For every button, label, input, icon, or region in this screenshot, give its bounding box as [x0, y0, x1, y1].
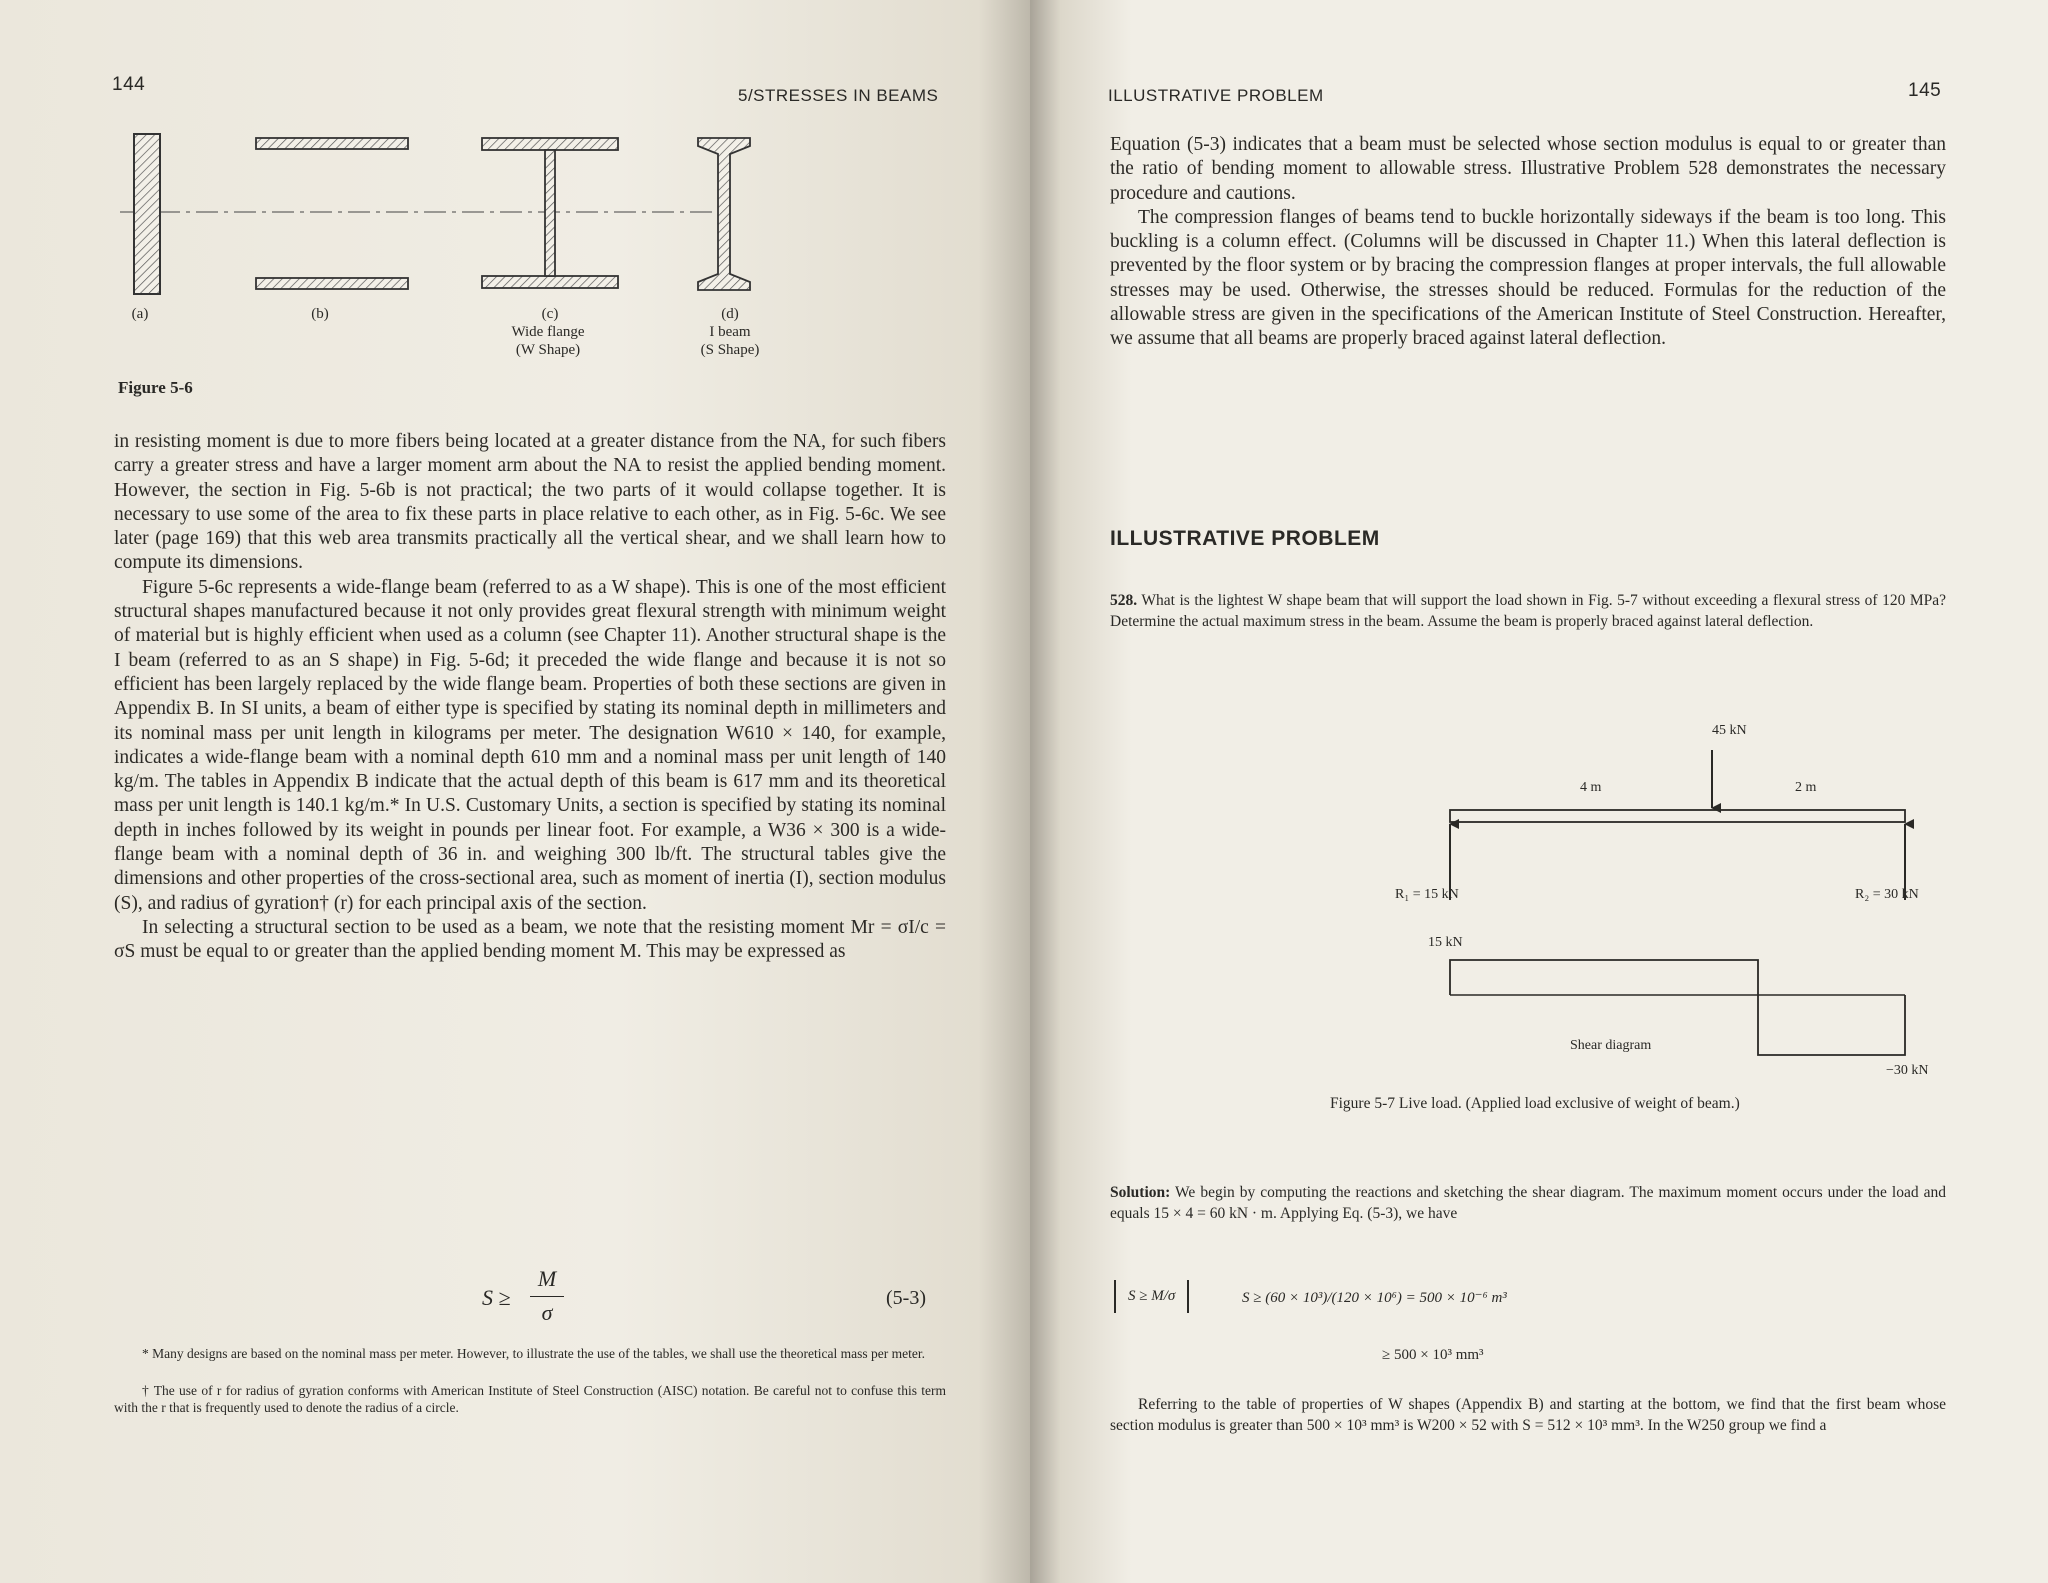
page-number-right: 145	[1908, 80, 1942, 101]
shear-positive-block	[1450, 960, 1758, 995]
paragraph: Equation (5-3) indicates that a beam must be selected whose section modulus is equal to or greater than the ratio of bending moment to allowable stress. Illustrative Problem 528 demonstrates the necessary procedure and cautions.	[1110, 134, 1946, 204]
label-d-sub: I beam (S Shape)	[700, 324, 760, 358]
shear-negative-block	[1758, 995, 1905, 1055]
section-b-top-flange	[256, 138, 408, 149]
solution-continuation: Referring to the table of properties of W shapes (Appendix B) and starting at the bottom, we find that the first beam whose section modulus is greater than 500 × 10³ mm³ is W200 × 52 with S = 512 × 10³ mm³. In the W250 group we find a	[1110, 1396, 1946, 1434]
label-c: (c)	[541, 306, 559, 322]
paragraph: in resisting moment is due to more fibers being located at a greater distance from the NA, for such fibers carry a greater stress and have a larger moment arm about the NA to resist the applied bending moment. However, the section in Fig. 5-6b is not practical; the two parts of it would collapse together. It is necessary to use some of the area to fix these parts in place relative to each other, as in Fig. 5-6c. We see later (page 169) that this web area transmits practically all the vertical shear, and we shall learn how to compute its dimensions.	[114, 431, 946, 574]
r2-label: R₂ = 30 kN	[1855, 887, 1919, 902]
figure-5-7-diagram	[1030, 0, 2048, 1583]
running-head-right: ILLUSTRATIVE PROBLEM	[1108, 86, 1324, 105]
paragraph: In selecting a structural section to be used as a beam, we note that the resisting moment Mr = σI/c = σS must be equal to or greater than the applied bending moment M. This may be expressed as	[114, 916, 946, 963]
left-body-text	[114, 430, 946, 965]
footnote-1: * Many designs are based on the nominal mass per meter. However, to illustrate the use of the tables, we shall use the theoretical mass per meter.	[142, 1346, 925, 1361]
equation-numerator: M	[537, 1266, 557, 1291]
label-a: (a)	[131, 306, 149, 322]
section-d-i-beam	[698, 138, 750, 290]
paragraph: Figure 5-6c represents a wide-flange beam (referred to as a W shape). This is one of the most efficient structural shapes manufactured because it not only provides great flexural strength with minimum weight of material but is highly efficient when used as a column (see Chapter 11). Another structural shape is the I beam (referred to as an S shape) in Fig. 5-6d; it preceded the wide flange and because it is not so efficient has been largely replaced by the wide flange beam. Properties of both these sections are given in Appendix B. In SI units, a beam of either type is specified by stating its nominal depth in millimeters and its nominal mass per unit length in kilograms per meter. The designation W610 × 140, for example, indicates a wide-flange beam with a nominal depth 610 mm and a nominal mass per unit length of 140 kg/m. The tables in Appendix B indicate that the actual depth of this beam is 617 mm and its theoretical mass per unit length is 140.1 kg/m.* In U.S. Customary Units, a section is specified by stating its nominal depth in inches followed by its weight in pounds per linear foot. For example, a W36 × 300 is a wide-flange beam with a nominal depth of 36 in. and weighing 300 lb/ft. The structural tables give the dimensions and other properties of the cross-sectional area, such as moment of inertia (I), section modulus (S), and radius of gyration† (r) for each principal axis of the section.	[114, 576, 946, 914]
section-c-wide-flange	[482, 138, 618, 288]
solution-line-2: ≥ 500 × 10³ mm³	[1382, 1347, 1484, 1363]
span-right-label: 2 m	[1795, 780, 1817, 795]
figure-caption-5-6: Figure 5-6	[118, 378, 193, 397]
r1-label: R₁ = 15 kN	[1395, 887, 1459, 902]
label-d: (d)	[721, 306, 739, 322]
bracketed-formula: S ≥ M/σ	[1114, 1280, 1189, 1313]
problem-text: What is the lightest W shape beam that will support the load shown in Fig. 5-7 without exceeding a flexural stress of 120 MPa? Determine the actual maximum stress in the beam. Assume the beam is properly braced against lateral deflection.	[1110, 592, 1946, 630]
equation-denominator: σ	[541, 1300, 553, 1325]
shear-negative-label: −30 kN	[1886, 1063, 1929, 1078]
solution-paragraph	[1110, 1182, 1946, 1224]
load-label: 45 kN	[1712, 723, 1747, 738]
label-c-sub: Wide flange (W Shape)	[511, 324, 585, 358]
solution-line-1: S ≥ (60 × 10³)/(120 × 10⁶) = 500 × 10⁻⁶ m³	[1242, 1290, 1507, 1306]
page-number-left: 144	[112, 74, 146, 95]
label-b: (b)	[311, 306, 329, 322]
section-a-rectangle	[134, 134, 160, 294]
right-page	[1030, 0, 2048, 1583]
solution-text: We begin by computing the reactions and sketching the shear diagram. The maximum moment occurs under the load and equals 15 × 4 = 60 kN · m. Applying Eq. (5-3), we have	[1110, 1184, 1946, 1222]
paragraph: The compression flanges of beams tend to buckle horizontally sideways if the beam is too long. This buckling is a column effect. (Columns will be discussed in Chapter 11.) When this lateral deflection is prevented by the floor system or by bracing the compression flanges at proper intervals, the full allowable stresses may be used. Otherwise, the stresses should be reduced. Formulas for the reduction of the allowable stress are given in the specifications of the American Institute of Steel Construction. Hereafter, we assume that all beams are properly braced against lateral deflection.	[1110, 206, 1946, 350]
footnote-2: † The use of r for radius of gyration conforms with American Institute of Steel Construction (AISC) notation. Be careful not to confuse this term with the r that is frequently used to denote the radius of a circle.	[114, 1383, 946, 1415]
section-b-bottom-flange	[256, 278, 408, 289]
equation-lhs: S ≥	[482, 1285, 511, 1310]
problem-number: 528.	[1110, 592, 1138, 609]
span-left-label: 4 m	[1580, 780, 1602, 795]
beam	[1450, 810, 1905, 822]
fraction-bar	[530, 1296, 564, 1297]
equation-number: (5-3)	[886, 1287, 926, 1309]
shear-title: Shear diagram	[1570, 1038, 1652, 1053]
shear-positive-label: 15 kN	[1428, 935, 1463, 950]
solution-label: Solution:	[1110, 1184, 1171, 1201]
figure-caption-5-7: Figure 5-7 Live load. (Applied load exclusive of weight of beam.)	[1330, 1095, 1740, 1112]
section-heading: ILLUSTRATIVE PROBLEM	[1110, 527, 1380, 550]
running-head-left: 5/STRESSES IN BEAMS	[738, 86, 939, 105]
